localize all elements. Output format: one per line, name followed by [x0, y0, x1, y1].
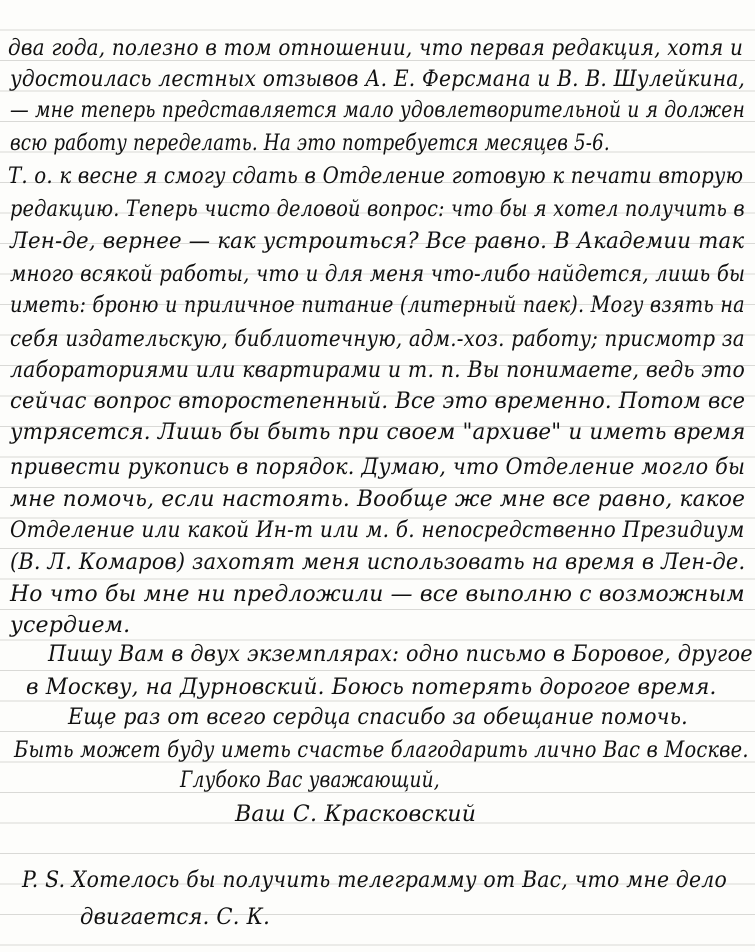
body-line: себя издательскую, библиотечную, адм.-хоз. работу; присмотр за	[10, 327, 745, 352]
body-line: Т. о. к весне я смогу сдать в Отделение готовую к печати вторую	[8, 164, 744, 189]
postscript-line: двигается. С. К.	[80, 905, 271, 930]
body-line: Лен-де, вернее — как устроиться? Все равно. В Академии так	[10, 229, 745, 254]
closing-line: Еще раз от всего сердца спасибо за обещание помочь.	[68, 705, 688, 730]
postscript-line: P. S. Хотелось бы получить телеграмму от Вас, что мне дело	[22, 868, 727, 893]
body-line: усердием.	[10, 613, 131, 638]
closing-line: Пишу Вам в двух экземплярах: одно письмо в Боровое, другое	[48, 642, 753, 667]
body-line: всю работу переделать. На это потребуется месяцев 5-6.	[10, 131, 610, 156]
body-line: — мне теперь представляется мало удовлетворительной и я должен	[10, 98, 745, 123]
body-line: удостоилась лестных отзывов А. Е. Ферсмана и В. В. Шулейкина,	[10, 67, 746, 92]
body-line: привести рукопись в порядок. Думаю, что Отделение могло бы	[10, 455, 746, 480]
closing-line: в Москву, на Дурновский. Боюсь потерять дорогое время.	[26, 675, 717, 700]
body-line: мне помочь, если настоять. Вообще же мне все равно, какое	[10, 487, 746, 512]
body-line: лабораториями или квартирами и т. п. Вы понимаете, ведь это	[10, 358, 745, 383]
closing-line: Быть может буду иметь счастье благодарить лично Вас в Москве.	[14, 738, 749, 763]
body-line: много всякой работы, что и для меня что-либо найдется, лишь бы	[10, 262, 746, 287]
body-line: (В. Л. Комаров) захотят меня использовать на время в Лен-де.	[10, 550, 746, 575]
body-line: редакцию. Теперь чисто деловой вопрос: что бы я хотел получить в	[10, 197, 745, 222]
body-line: два года, полезно в том отношении, что первая редакция, хотя и	[8, 36, 744, 61]
closing-line: Глубоко Вас уважающий,	[180, 768, 440, 793]
body-line: сейчас вопрос второстепенный. Все это временно. Потом все	[10, 389, 746, 414]
body-line: утрясется. Лишь бы быть при своем "архиве" и иметь время	[10, 420, 746, 445]
signature: Ваш С. Красковский	[235, 802, 477, 827]
body-line: Но что бы мне ни предложили — все выполню с возможным	[10, 582, 745, 607]
body-line: Отделение или какой Ин-т или м. б. непосредственно Президиум	[10, 518, 745, 543]
body-line: иметь: броню и приличное питание (литерный паек). Могу взять на	[10, 293, 745, 318]
